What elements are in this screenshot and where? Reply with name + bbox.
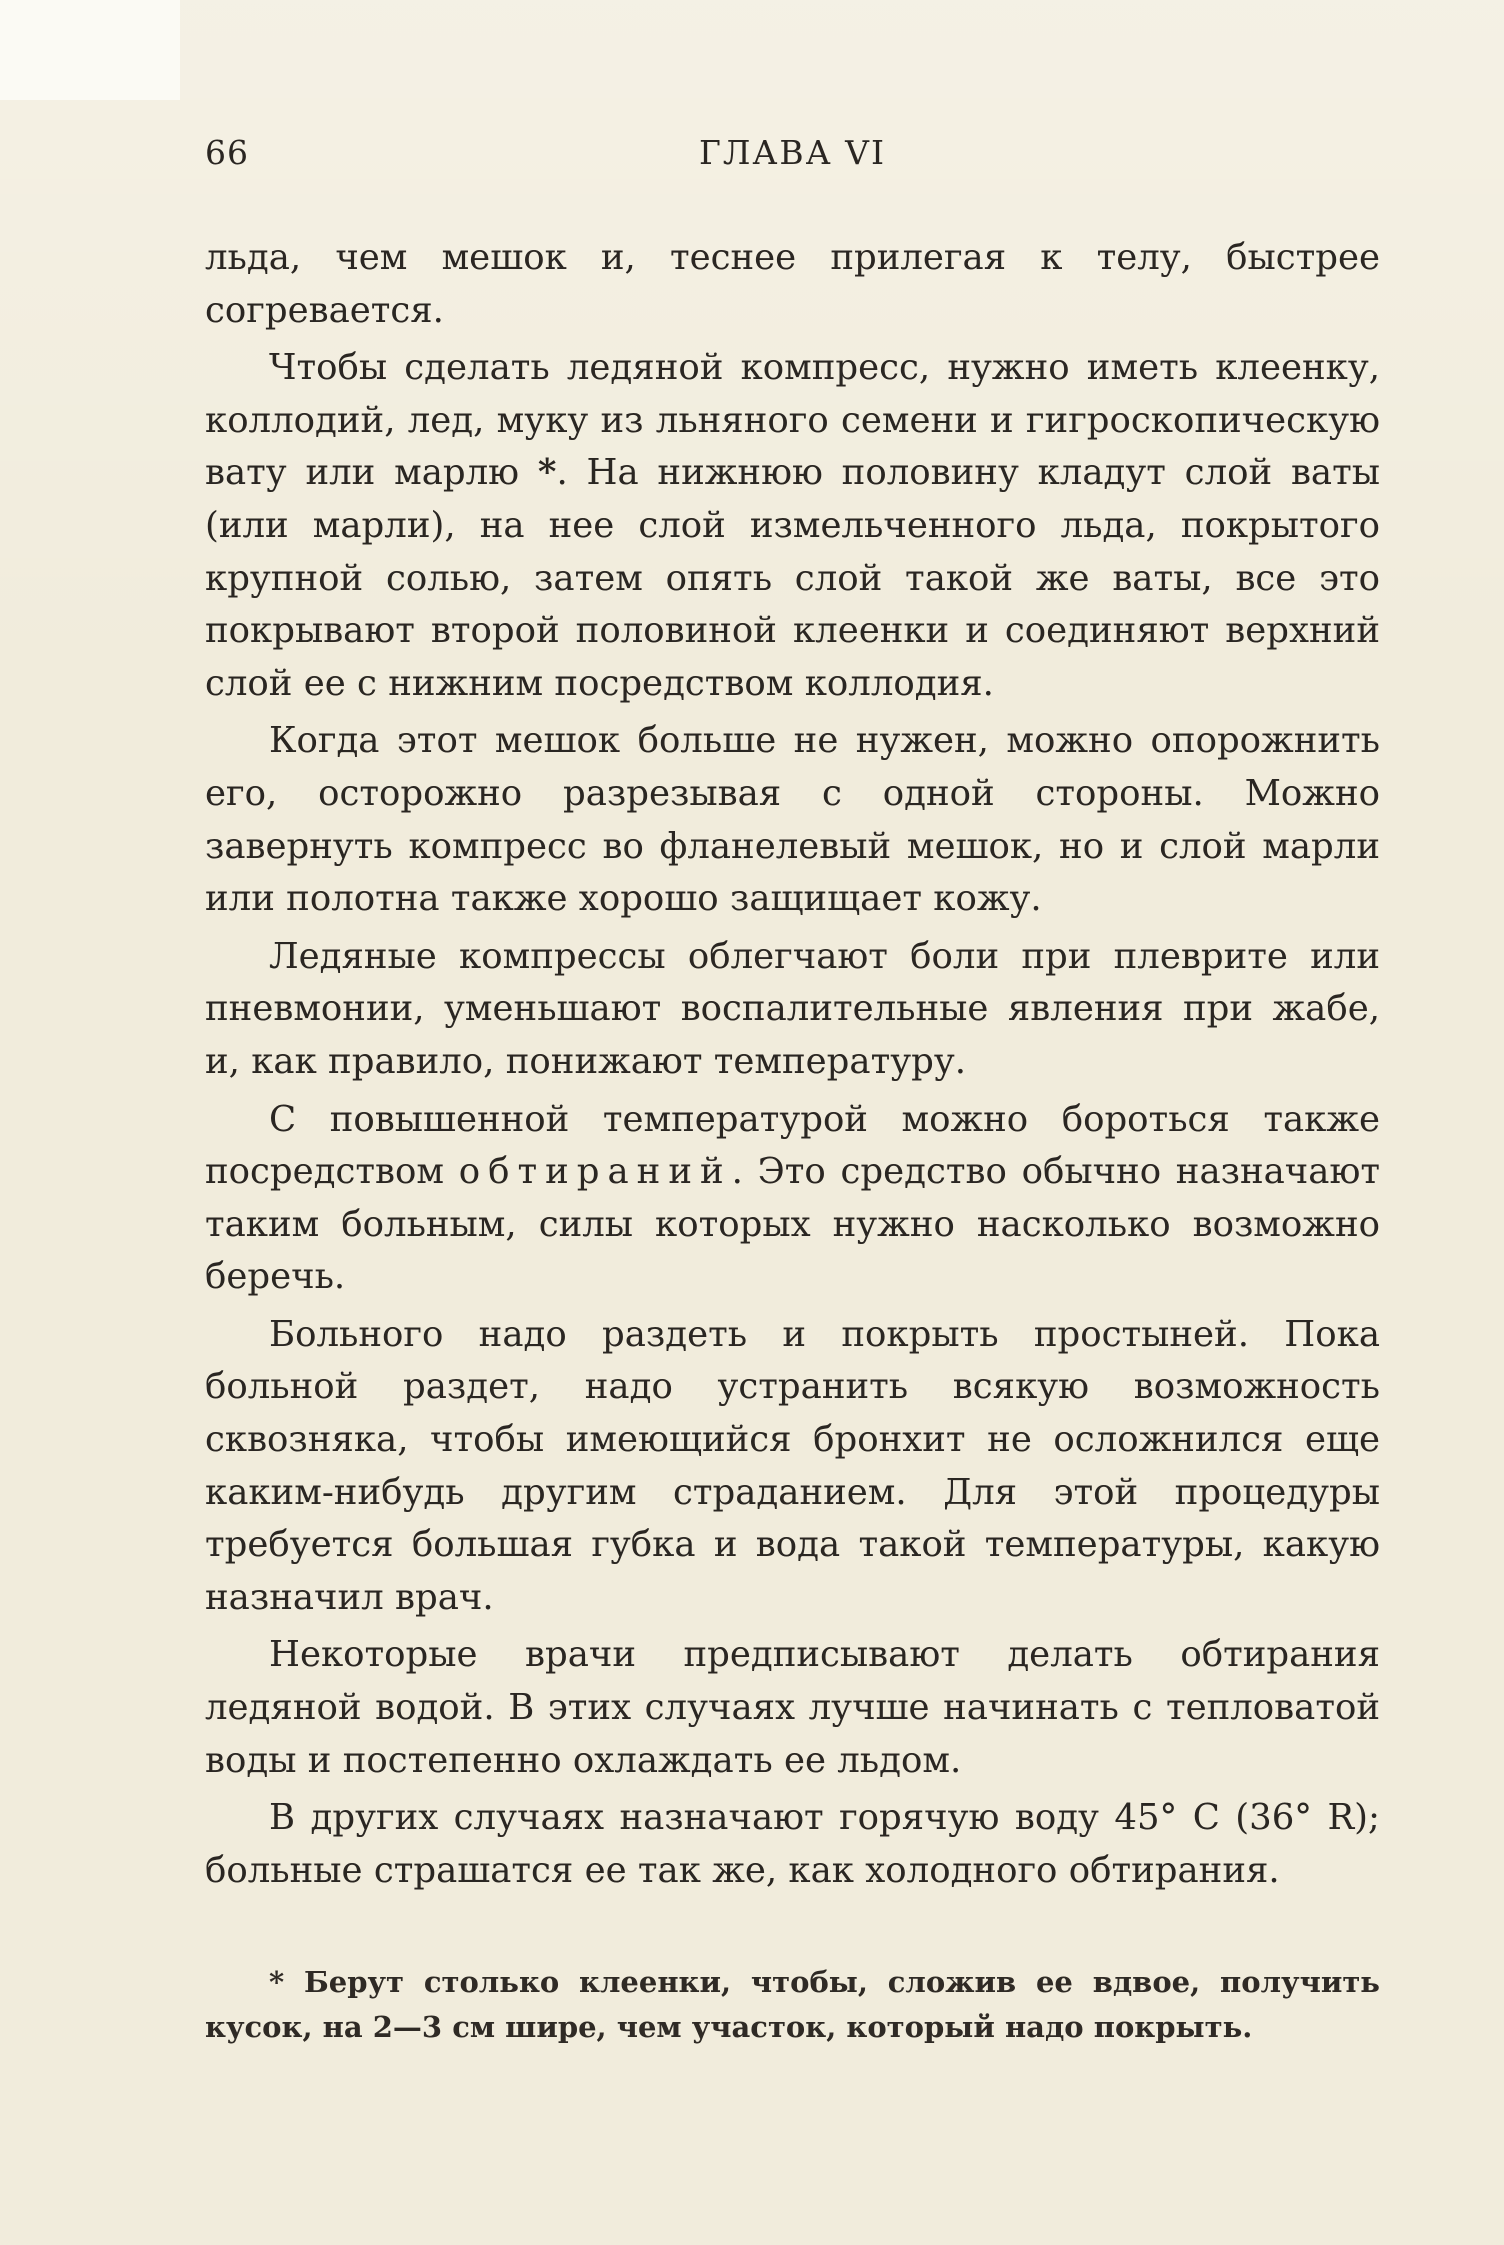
footnote-paragraph: [205, 1960, 1380, 2050]
footnote-text: Берут столько клеенки, чтобы, сложив ее вдвое, получить кусок, на 2—3 см шире, чем участок, который надо покрыть.: [205, 1965, 1380, 2044]
footnote: [205, 1960, 1380, 2050]
page-number: 66: [205, 133, 249, 172]
paragraph-text: Больного надо раздеть и покрыть простыней. Пока больной раздет, надо устранить всякую возможность сквозняка, чтобы имеющийся бронхит не осложнился еще каким-нибудь другим страданием. Для этой процедуры требуется большая губка и вода такой температуры, какую назначил врач.: [205, 1313, 1380, 1618]
paragraph: [205, 715, 1380, 925]
paragraph: [205, 342, 1380, 710]
footnote-mark: *: [269, 1965, 285, 1999]
emphasized-term: обтираний: [458, 1151, 732, 1193]
paragraph-text: льда, чем мешок и, теснее прилегая к телу, быстрее согревается.: [205, 237, 1380, 331]
paragraph: [205, 1094, 1380, 1304]
running-head: [205, 133, 1380, 183]
paragraph-text: . Это средство обычно назначают таким больным, силы которых нужно насколько возможно беречь.: [205, 1151, 1380, 1298]
footnote-reference: *: [537, 452, 557, 494]
paragraph-text: . На нижнюю половину кладут слой ваты (или марли), на нее слой измельченного льда, покрытого крупной солью, затем опять слой такой же ваты, все это покрывают второй половиной клеенки и соединяют верхний слой ее с нижним посредством коллодия.: [205, 452, 1380, 704]
paragraph-text: С повышенной температурой можно бороться также посредством: [205, 1098, 1380, 1193]
scan-margin: [0, 0, 180, 100]
chapter-title: ГЛАВА VI: [699, 133, 886, 172]
paragraph-text: Ледяные компрессы облегчают боли при плеврите или пневмонии, уменьшают воспалительные явления при жабе, и, как правило, понижают температуру.: [205, 935, 1380, 1082]
paragraph: [205, 232, 1380, 337]
paragraph: [205, 931, 1380, 1089]
paragraph: [205, 1629, 1380, 1787]
paragraph-text: Чтобы сделать ледяной компресс, нужно иметь клеенку, коллодий, лед, муку из льняного семени и гигроскопическую вату или марлю: [205, 347, 1380, 494]
body-text: [205, 232, 1380, 1902]
paragraph-text: Некоторые врачи предписывают делать обтирания ледяной водой. В этих случаях лучше начинать с тепловатой воды и постепенно охлаждать ее льдом.: [205, 1634, 1380, 1781]
paragraph-text: Когда этот мешок больше не нужен, можно опорожнить его, осторожно разрезывая с одной стороны. Можно завернуть компресс во фланелевый мешок, но и слой марли или полотна также хорошо защищает кожу.: [205, 720, 1380, 920]
paragraph: [205, 1309, 1380, 1625]
paragraph-text: В других случаях назначают горячую воду 45° C (36° R); больные страшатся ее так же, как холодного обтирания.: [205, 1797, 1380, 1891]
paragraph: [205, 1792, 1380, 1897]
